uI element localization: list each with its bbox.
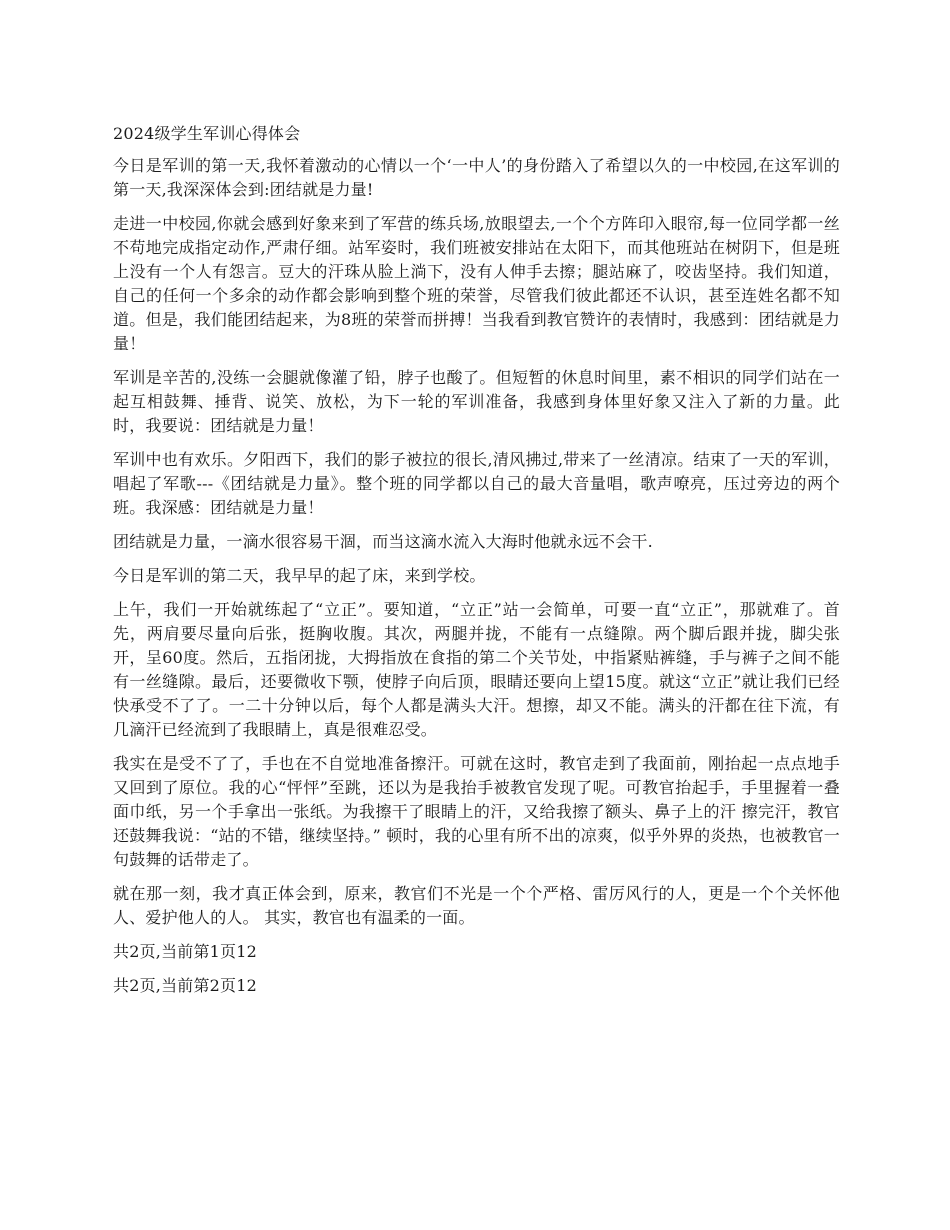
page-indicator-1: 共2页,当前第1页12 — [113, 942, 258, 961]
paragraph-5: 团结就是力量，一滴水很容易干涸，而当这滴水流入大海时他就永远不会干. — [113, 532, 653, 551]
paragraph-7: 上午，我们一开始就练起了“立正”。要知道，“立正”站一会简单，可要一直“立正”，那就难了。首先，两肩要尽量向后张，挺胸收腹。其次，两腿并拢，不能有一点缝隙。两个脚后跟并拢，脚尖张开，呈60度。然后，五指闭拢，大拇指放在食指的第二个关节处，中指紧贴裤缝，手与裤子之间不能有一丝缝隙。最后，还要微收下颚，使脖子向后顶，眼睛还要向上望15度。就这“立正”就让我们已经快承受不了了。一二十分钟以后，每个人都是满头大汗。想擦，却又不能。满头的汗都在往下流，有几滴汗已经流到了我眼睛上，真是很难忍受。 — [113, 600, 840, 739]
paragraph-1: 今日是军训的第一天,我怀着激动的心情以一个‘一中人’的身份踏入了希望以久的一中校园,在这军训的第一天,我深深体会到:团结就是力量! — [113, 156, 840, 199]
page-indicator-2: 共2页,当前第2页12 — [113, 976, 258, 995]
paragraph-4: 军训中也有欢乐。夕阳西下，我们的影子被拉的很长,清风拂过,带来了一丝清凉。结束了一天的军训，唱起了军歌---《团结就是力量》。整个班的同学都以自己的最大音量唱，歌声嘹亮，压过旁边的两个班。我深感：团结就是力量！ — [113, 450, 840, 517]
paragraph-2: 走进一中校园,你就会感到好象来到了军营的练兵场,放眼望去,一个个方阵印入眼帘,每一位同学都一丝不苟地完成指定动作,严肃仔细。站军姿时，我们班被安排站在太阳下，而其他班站在树阴下，但是班上没有一个人有怨言。豆大的汗珠从脸上淌下，没有人伸手去擦；腿站麻了，咬齿坚持。我们知道，自己的任何一个多余的动作都会影响到整个班的荣誉，尽管我们彼此都还不认识，甚至连姓名都不知道。但是，我们能团结起来，为8班的荣誉而拼搏！当我看到教官赞许的表情时，我感到：团结就是力量！ — [113, 214, 840, 353]
document-title: 2024级学生军训心得体会 — [113, 124, 301, 143]
paragraph-8: 我实在是受不了了，手也在不自觉地准备擦汗。可就在这时，教官走到了我面前，刚抬起一点点地手又回到了原位。我的心“怦怦”至跳，还以为是我抬手被教官发现了呢。可教官抬起手，手里握着一叠面巾纸，另一个手拿出一张纸。为我擦干了眼睛上的汗，又给我擦了额头、鼻子上的汗 擦完汗，教官还鼓舞我说：“站的不错，继续坚持。” 顿时，我的心里有所不出的凉爽，似乎外界的炎热，也被教官一句鼓舞的话带走了。 — [113, 754, 840, 869]
paragraph-3: 军训是辛苦的,没练一会腿就像灌了铅，脖子也酸了。但短暂的休息时间里，素不相识的同学们站在一起互相鼓舞、捶背、说笑、放松，为下一轮的军训准备，我感到身体里好象又注入了新的力量。此时，我要说：团结就是力量！ — [113, 368, 840, 435]
paragraph-6: 今日是军训的第二天，我早早的起了床，来到学校。 — [113, 566, 486, 585]
document-body — [113, 122, 840, 1008]
paragraph-9: 就在那一刻，我才真正体会到，原来，教官们不光是一个个严格、雷厉风行的人，更是一个个关怀他人、爱护他人的人。 其实，教官也有温柔的一面。 — [113, 884, 840, 927]
